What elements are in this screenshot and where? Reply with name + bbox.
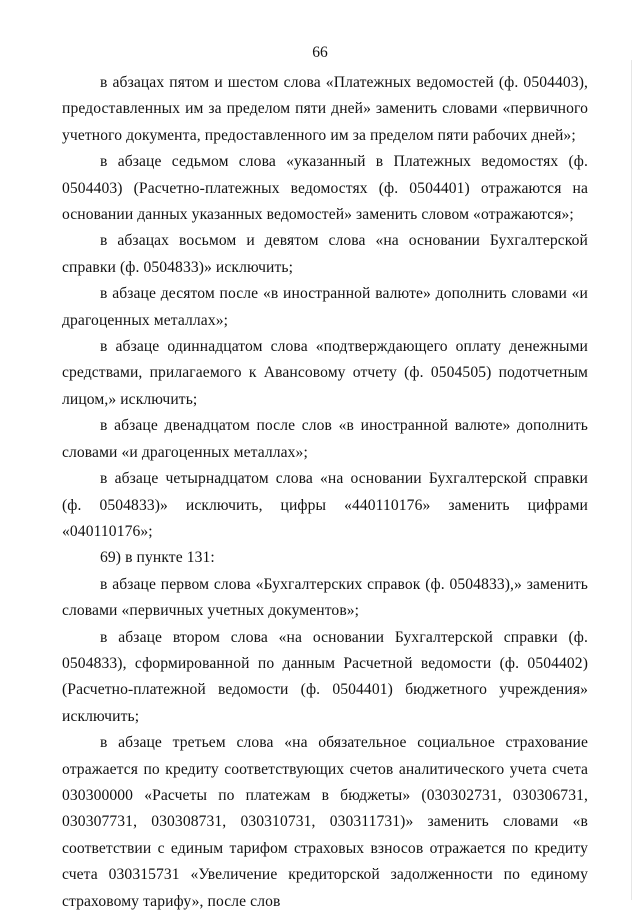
paragraph: в абзацах пятом и шестом слова «Платежных ведомостей (ф. 0504403), предоставленных им за пределом пяти дней» заменить словами «первичного учетного документа, предоставленного им за пределом пяти рабочих дней»;	[62, 74, 588, 144]
paragraph: в абзаце четырнадцатом слова «на основании Бухгалтерской справки (ф. 0504833)» исключить, цифры «440110176» заменить цифрами «040110176»;	[62, 470, 588, 540]
document-body	[62, 70, 588, 915]
paragraph: в абзаце десятом после «в иностранной валюте» дополнить словами «и драгоценных металлах»;	[62, 285, 588, 329]
paragraph: в абзаце одиннадцатом слова «подтверждающего оплату денежными средствами, прилагаемого к Авансовому отчету (ф. 0504505) подотчетным лицом,» исключить;	[62, 338, 588, 408]
list-item-heading: 69) в пункте 131:	[100, 549, 215, 567]
paragraph: в абзаце седьмом слова «указанный в Платежных ведомостях (ф. 0504403) (Расчетно-платежных ведомостях (ф. 0504401) отражаются на основании данных указанных ведомостей» заменить словом «отражаются»;	[62, 153, 588, 224]
paragraph: в абзаце втором слова «на основании Бухгалтерской справки (ф. 0504833), сформированной по данным Расчетной ведомости (ф. 0504402) (Расчетно-платежной ведомости (ф. 0504401) бюджетного учреждения» исключить;	[62, 628, 588, 725]
paragraph: в абзаце первом слова «Бухгалтерских справок (ф. 0504833),» заменить словами «первичных учетных документов»;	[62, 575, 588, 620]
paragraph: в абзаце третьем слова «на обязательное социальное страхование отражается по кредиту соответствующих счетов аналитического учета счета 030300000 «Расчеты по платежам в бюджеты» (030302731, 030306731, 030307731, 030308731, 030310731, 030311731)» заменить словами «в соответствии с единым тарифом страховых взносов отражается по кредиту счета 030315731 «Увеличение кредиторской задолженности по единому страховому тарифу», после слов	[62, 734, 588, 910]
page-number: 66	[312, 44, 328, 61]
scan-edge-line	[631, 60, 632, 900]
paragraph: в абзаце двенадцатом после слов «в иностранной валюте» дополнить словами «и драгоценных металлах»;	[62, 417, 588, 461]
paragraph: в абзацах восьмом и девятом слова «на основании Бухгалтерской справки (ф. 0504833)» исключить;	[62, 232, 588, 276]
